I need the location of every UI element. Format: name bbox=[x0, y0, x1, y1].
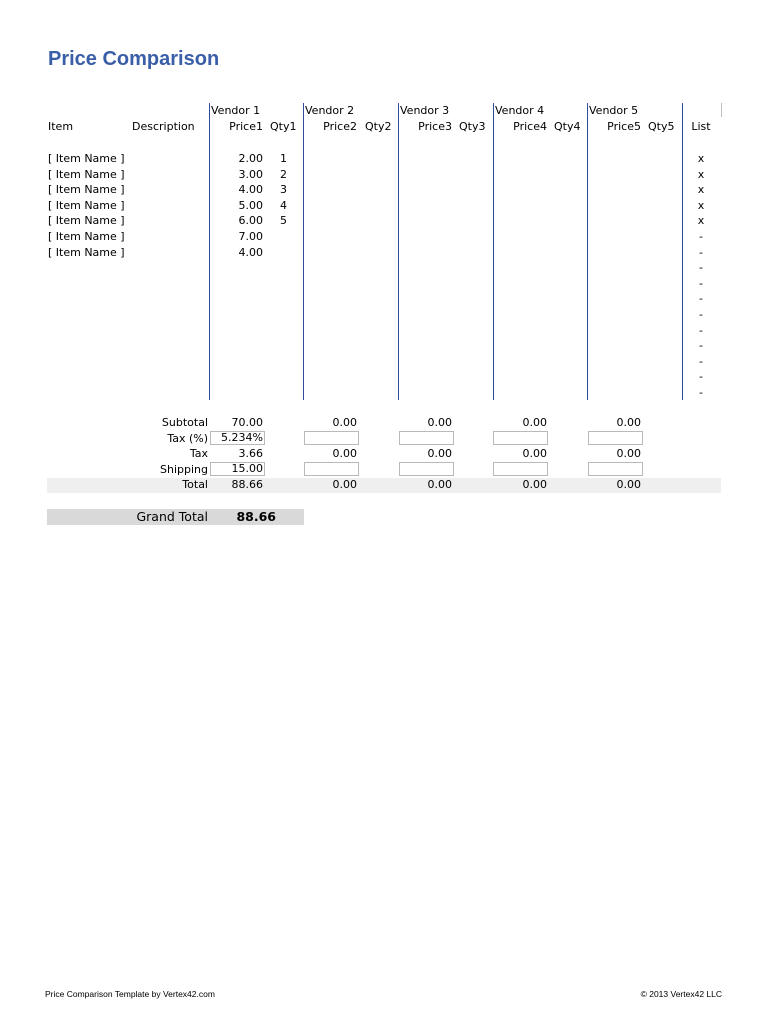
price1-cell: 7.00 bbox=[238, 230, 263, 243]
right-edge-line bbox=[721, 103, 722, 117]
vendor1-shipping-value: 15.00 bbox=[231, 462, 263, 475]
list-cell: - bbox=[699, 230, 703, 243]
price1-cell: 6.00 bbox=[238, 214, 263, 227]
list-cell: - bbox=[699, 370, 703, 383]
list-cell: x bbox=[697, 214, 705, 227]
grand-total-value: 88.66 bbox=[236, 509, 276, 524]
qty1-header: Qty1 bbox=[270, 120, 297, 133]
vendor5-shipping-input[interactable] bbox=[588, 462, 643, 476]
vendor3-header: Vendor 3 bbox=[400, 104, 450, 117]
vendor3-divider bbox=[398, 103, 399, 400]
list-cell: - bbox=[699, 324, 703, 337]
vendor1-header: Vendor 1 bbox=[211, 104, 261, 117]
price1-cell: 4.00 bbox=[238, 183, 263, 196]
list-cell: - bbox=[699, 277, 703, 290]
vendor3-shipping-input[interactable] bbox=[399, 462, 454, 476]
page-title: Price Comparison bbox=[48, 48, 220, 70]
list-cell: - bbox=[699, 339, 703, 352]
list-divider bbox=[682, 103, 683, 400]
footer-right: © 2013 Vertex42 LLC bbox=[640, 989, 722, 999]
description-header: Description bbox=[132, 120, 195, 133]
list-cell: - bbox=[699, 261, 703, 274]
price1-cell: 3.00 bbox=[238, 168, 263, 181]
list-header: List bbox=[691, 120, 711, 133]
vendor5-divider bbox=[587, 103, 588, 400]
list-cell: x bbox=[697, 183, 705, 196]
vendor5-tax-pct-input[interactable] bbox=[588, 431, 643, 445]
vendor3-total: 0.00 bbox=[427, 478, 452, 491]
list-cell: - bbox=[699, 292, 703, 305]
vendor2-total: 0.00 bbox=[332, 478, 357, 491]
vendor4-tax-pct-input[interactable] bbox=[493, 431, 548, 445]
qty5-header: Qty5 bbox=[648, 120, 675, 133]
vendor4-shipping-input[interactable] bbox=[493, 462, 548, 476]
vendor5-header: Vendor 5 bbox=[589, 104, 639, 117]
list-cell: - bbox=[699, 308, 703, 321]
vendor2-subtotal: 0.00 bbox=[332, 416, 357, 429]
vendor4-subtotal: 0.00 bbox=[522, 416, 547, 429]
vendor1-tax-pct-value: 5.234% bbox=[221, 431, 263, 444]
list-cell: - bbox=[699, 246, 703, 259]
qty1-cell: 3 bbox=[280, 183, 287, 196]
tax-pct-label: Tax (%) bbox=[167, 432, 208, 445]
vendor3-tax-pct-input[interactable] bbox=[399, 431, 454, 445]
list-cell: x bbox=[697, 199, 705, 212]
vendor3-subtotal: 0.00 bbox=[427, 416, 452, 429]
vendor2-divider bbox=[303, 103, 304, 400]
vendor1-tax: 3.66 bbox=[238, 447, 263, 460]
item-name-cell: [ Item Name ] bbox=[48, 168, 125, 181]
vendor5-total: 0.00 bbox=[616, 478, 641, 491]
vendor2-shipping-input[interactable] bbox=[304, 462, 359, 476]
item-header: Item bbox=[48, 120, 74, 133]
vendor1-total: 88.66 bbox=[231, 478, 263, 491]
vendor5-tax: 0.00 bbox=[616, 447, 641, 460]
item-name-cell: [ Item Name ] bbox=[48, 246, 125, 259]
list-cell: x bbox=[697, 168, 705, 181]
shipping-label: Shipping bbox=[160, 463, 208, 476]
vendor2-tax: 0.00 bbox=[332, 447, 357, 460]
qty1-cell: 4 bbox=[280, 199, 287, 212]
vendor5-subtotal: 0.00 bbox=[616, 416, 641, 429]
vendor4-header: Vendor 4 bbox=[495, 104, 545, 117]
vendor3-tax: 0.00 bbox=[427, 447, 452, 460]
item-name-cell: [ Item Name ] bbox=[48, 230, 125, 243]
price1-header: Price1 bbox=[229, 120, 263, 133]
item-name-cell: [ Item Name ] bbox=[48, 199, 125, 212]
grand-total-label: Grand Total bbox=[136, 509, 208, 524]
vendor2-tax-pct-input[interactable] bbox=[304, 431, 359, 445]
item-name-cell: [ Item Name ] bbox=[48, 152, 125, 165]
item-name-cell: [ Item Name ] bbox=[48, 214, 125, 227]
price2-header: Price2 bbox=[323, 120, 357, 133]
item-name-cell: [ Item Name ] bbox=[48, 183, 125, 196]
price4-header: Price4 bbox=[513, 120, 547, 133]
subtotal-label: Subtotal bbox=[161, 416, 208, 429]
total-label: Total bbox=[182, 478, 208, 491]
footer-left: Price Comparison Template by Vertex42.com bbox=[45, 989, 215, 999]
vendor4-total: 0.00 bbox=[522, 478, 547, 491]
list-cell: - bbox=[699, 355, 703, 368]
qty3-header: Qty3 bbox=[459, 120, 486, 133]
qty2-header: Qty2 bbox=[365, 120, 392, 133]
price5-header: Price5 bbox=[607, 120, 641, 133]
tax-label: Tax bbox=[189, 447, 208, 460]
list-cell: x bbox=[697, 152, 705, 165]
price1-cell: 4.00 bbox=[238, 246, 263, 259]
vendor2-header: Vendor 2 bbox=[305, 104, 355, 117]
vendor1-divider bbox=[209, 103, 210, 400]
vendor4-tax: 0.00 bbox=[522, 447, 547, 460]
price1-cell: 2.00 bbox=[238, 152, 263, 165]
vendor4-divider bbox=[493, 103, 494, 400]
qty1-cell: 2 bbox=[280, 168, 287, 181]
qty1-cell: 1 bbox=[280, 152, 287, 165]
price1-cell: 5.00 bbox=[238, 199, 263, 212]
price3-header: Price3 bbox=[418, 120, 452, 133]
qty1-cell: 5 bbox=[280, 214, 287, 227]
vendor1-subtotal: 70.00 bbox=[231, 416, 263, 429]
list-cell: - bbox=[699, 386, 703, 399]
qty4-header: Qty4 bbox=[554, 120, 581, 133]
